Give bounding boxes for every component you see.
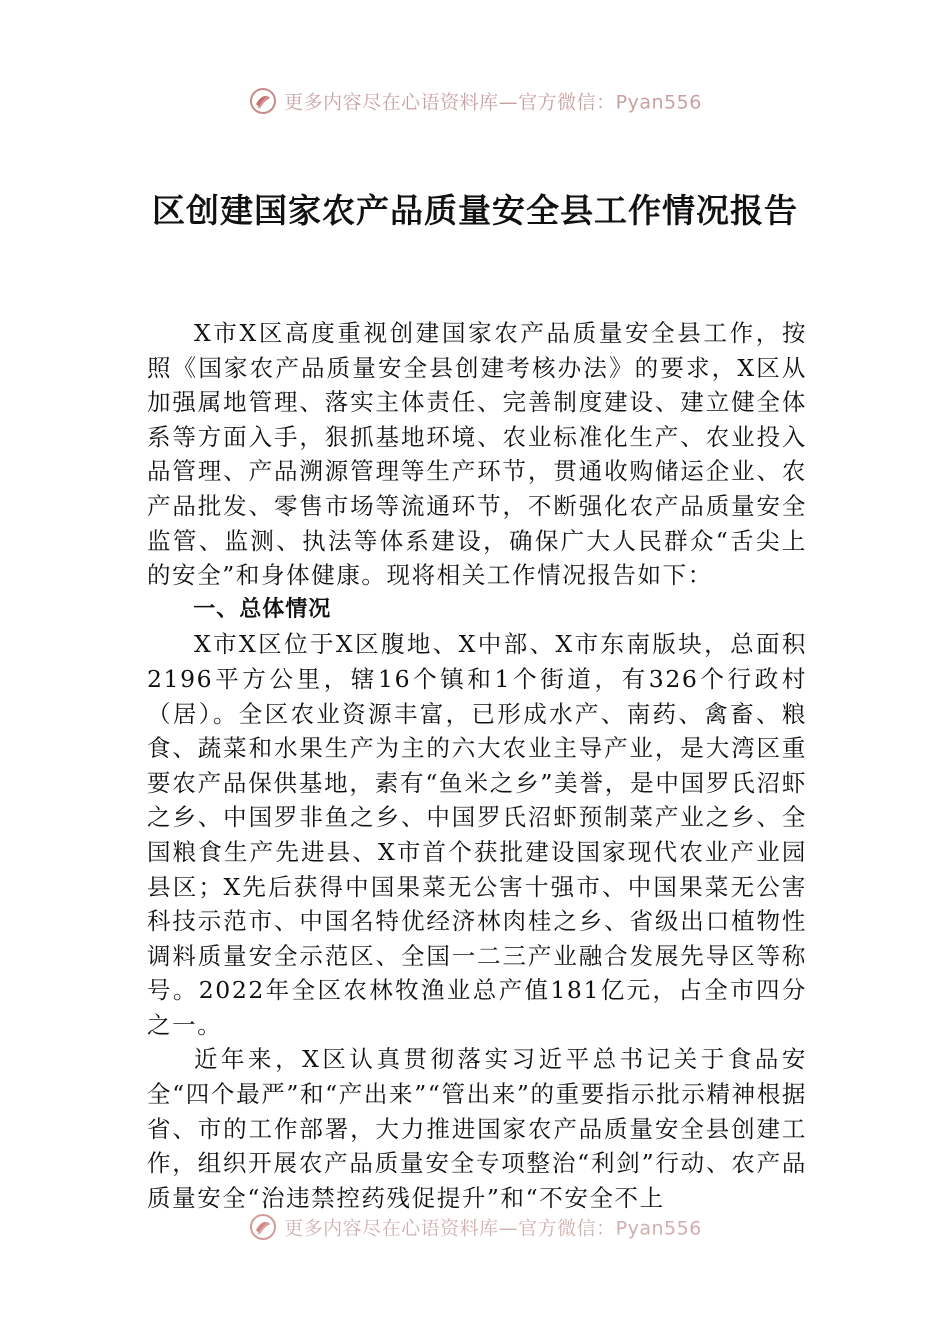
watermark-footer (0, 1212, 950, 1242)
watermark-logo-icon (248, 1212, 278, 1242)
intro-paragraph: X市X区高度重视创建国家农产品质量安全县工作，按照《国家农产品质量安全县创建考核办法》的要求，X区从加强属地管理、落实主体责任、完善制度建设、建立健全体系等方面入手，狠抓基地环境、农业标准化生产、农业投入品管理、产品溯源管理等生产环节，贯通收购储运企业、农产品批发、零售市场等流通环节，不断强化农产品质量安全监管、监测、执法等体系建设，确保广大人民群众“舌尖上的安全”和身体健康。现将相关工作情况报告如下： (147, 319, 807, 590)
watermark-text: 更多内容尽在心语资料库—官方微信：Pyan556 (284, 1217, 702, 1240)
section-heading: 一、总体情况 (193, 596, 332, 622)
overview-paragraph: X市X区位于X区腹地、X中部、X市东南版块，总面积2196平方公里，辖16个镇和1个街道，有326个行政村（居）。全区农业资源丰富，已形成水产、南药、禽畜、粮食、蔬菜和水果生产为主的六大农业主导产业，是大湾区重要农产品保供基地，素有“鱼米之乡”美誉，是中国罗氏沼虾之乡、中国罗非鱼之乡、中国罗氏沼虾预制菜产业之乡、全国粮食生产先进县、X市首个获批建设国家现代农业产业园县区；X先后获得中国果菜无公害十强市、中国果菜无公害科技示范市、中国名特优经济林肉桂之乡、省级出口植物性调料质量安全示范区、全国一二三产业融合发展先导区等称号。2022年全区农林牧渔业总产值181亿元，占全市四分之一。 (147, 630, 807, 1039)
recent-work-paragraph: 近年来，X区认真贯彻落实习近平总书记关于食品安全“四个最严”和“产出来”“管出来”的重要指示批示精神根据省、市的工作部署，大力推进国家农产品质量安全县创建工作，组织开展农产品质量安全专项整治“利剑”行动、农产品质量安全“治违禁控药残促提升”和“不安全不上 (147, 1045, 807, 1212)
watermark-text: 更多内容尽在心语资料库—官方微信：Pyan556 (284, 91, 702, 114)
document-title: 区创建国家农产品质量安全县工作情况报告 (152, 191, 798, 230)
document-content (147, 316, 807, 1215)
